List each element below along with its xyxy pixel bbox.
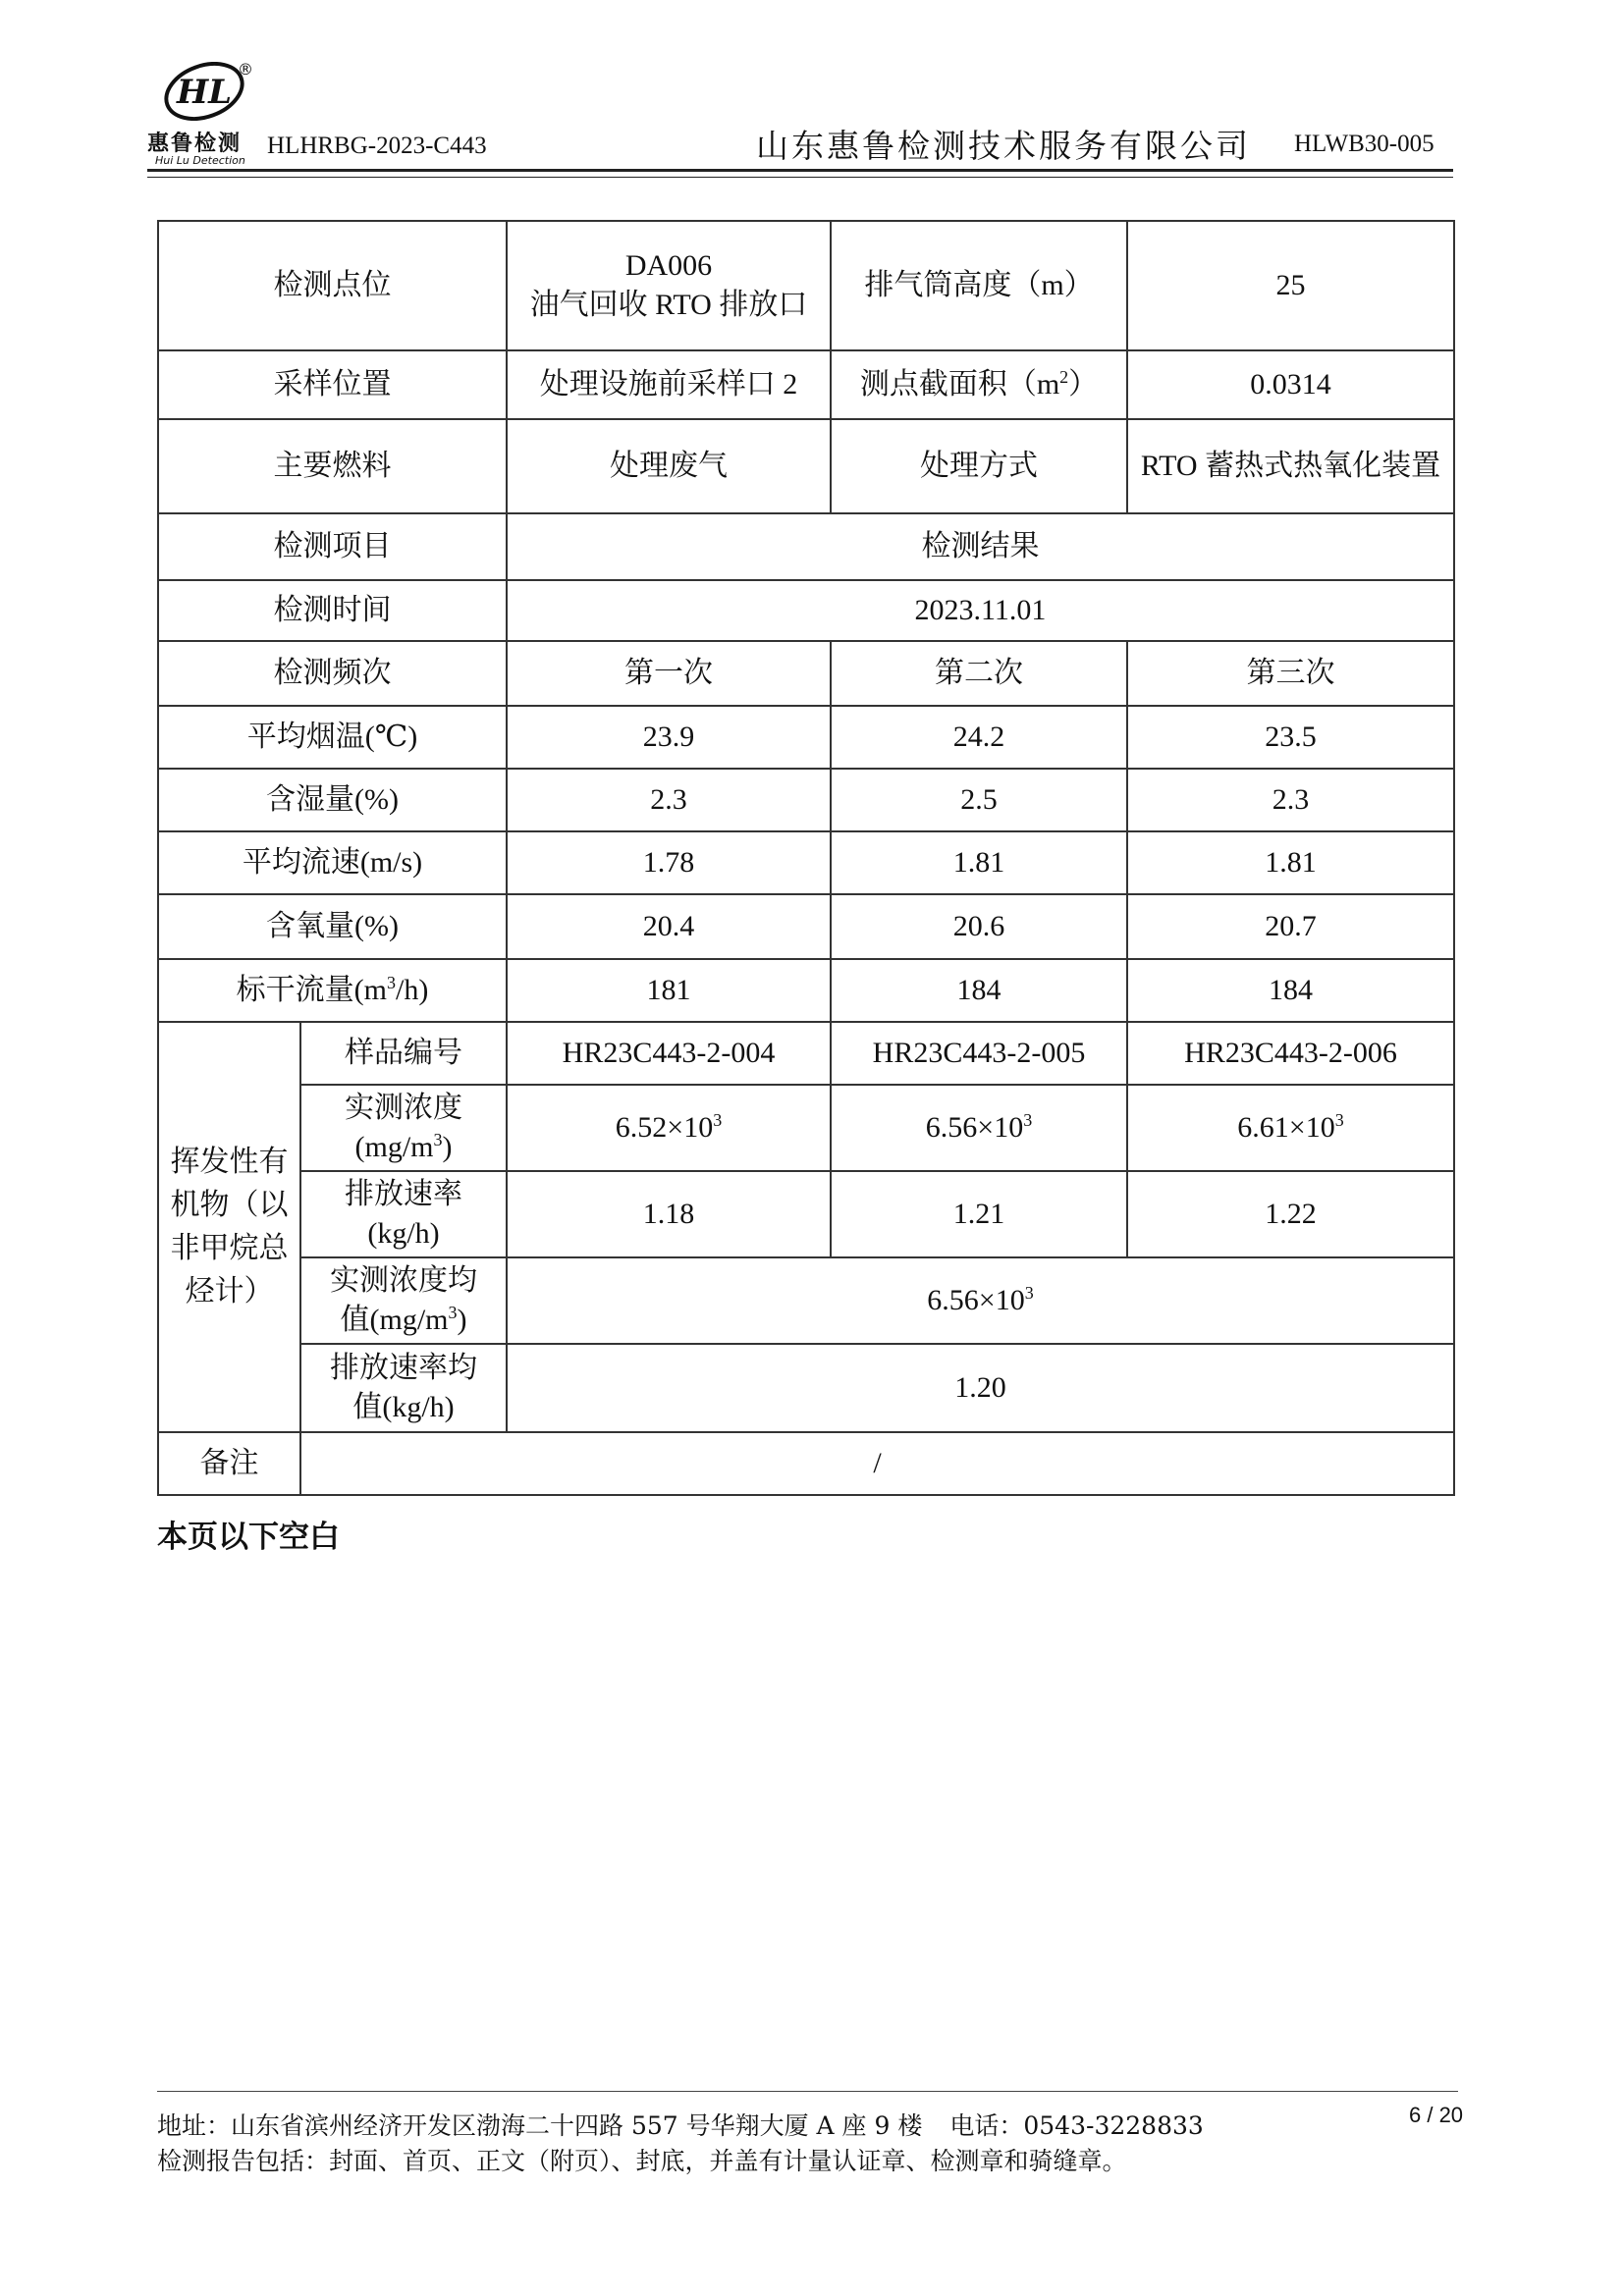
company-name: 山东惠鲁检测技术服务有限公司: [756, 127, 1251, 165]
cell-value: 181: [507, 959, 831, 1022]
row-label: 含氧量(%): [158, 894, 507, 959]
row-label: 标干流量$(m^3/h)$: [158, 959, 507, 1022]
table-row: [158, 706, 1454, 769]
table-row: [158, 1344, 1454, 1432]
row-label: 含湿量(%): [158, 769, 507, 831]
point-cell: [507, 221, 831, 350]
cell-value: 1.81: [1127, 831, 1454, 894]
footer-address-line: [157, 2107, 1204, 2142]
cell-value: $6.61\times 10^3$: [1127, 1085, 1454, 1171]
cell-value: 23.9: [507, 706, 831, 769]
cell-value: $6.52\times 10^3$: [507, 1085, 831, 1171]
footer-address: 地址：山东省滨州经济开发区渤海二十四路 557 号华翔大厦 A 座 9 楼: [157, 2111, 923, 2140]
cell-value: 2.3: [507, 769, 831, 831]
row-label: 测点截面积$(m^2)$: [831, 350, 1127, 419]
cell-value: 处理废气: [507, 419, 831, 513]
cell-value: 1.21: [831, 1171, 1127, 1257]
table-row: [158, 894, 1454, 959]
row-label: 平均烟温(℃): [158, 706, 507, 769]
cell-value: $6.56\times 10^3$: [507, 1257, 1454, 1344]
table-row: [158, 221, 1454, 350]
sample-id: HR23C443-2-005: [831, 1022, 1127, 1085]
report-number: HLHRBG-2023-C443: [267, 133, 487, 159]
cell-value: 第二次: [831, 641, 1127, 706]
footer-phone: 电话：0543-3228833: [949, 2111, 1204, 2140]
footer-rule: [157, 2091, 1458, 2092]
row-label: 样品编号: [300, 1022, 507, 1085]
row-label: 实测浓度均 值$(mg/m^3)$: [300, 1257, 507, 1344]
cell-value: 20.7: [1127, 894, 1454, 959]
hl-logo-icon: [162, 62, 246, 121]
cell-value: 0.0314: [1127, 350, 1454, 419]
cell-value: 20.6: [831, 894, 1127, 959]
point-code: DA006: [624, 249, 713, 282]
cell-value: 24.2: [831, 706, 1127, 769]
test-results-table: [157, 220, 1455, 1496]
table-row: [158, 769, 1454, 831]
row-label: 实测浓度 $(mg/m^3)$: [300, 1085, 507, 1171]
table-row: [158, 1085, 1454, 1171]
header-rule-thick: [147, 169, 1453, 172]
vocs-group-label: 挥发性有机物（以非甲烷总烃计）: [158, 1022, 300, 1432]
cell-value: /: [300, 1432, 1454, 1495]
row-label: 检测频次: [158, 641, 507, 706]
document-code: HLWB30-005: [1294, 131, 1435, 157]
cell-value: 2023.11.01: [507, 580, 1454, 641]
table-row: [158, 959, 1454, 1022]
cell-value: 第一次: [507, 641, 831, 706]
table-row: [158, 1432, 1454, 1495]
row-label: 排气筒高度（m）: [831, 221, 1127, 350]
table-row: [158, 1022, 1454, 1085]
cell-value: 184: [831, 959, 1127, 1022]
row-label: 采样位置: [158, 350, 507, 419]
table-row: [158, 419, 1454, 513]
cell-value: 1.78: [507, 831, 831, 894]
table-row: [158, 641, 1454, 706]
table-row: [158, 513, 1454, 580]
cell-value: RTO 蓄热式热氧化装置: [1127, 419, 1454, 513]
table-row: [158, 350, 1454, 419]
page-header: [147, 54, 1453, 172]
sample-id: HR23C443-2-006: [1127, 1022, 1454, 1085]
row-label: 处理方式: [831, 419, 1127, 513]
table-row: [158, 580, 1454, 641]
cell-value: 20.4: [507, 894, 831, 959]
cell-value: $6.56\times 10^3$: [831, 1085, 1127, 1171]
sample-id: HR23C443-2-004: [507, 1022, 831, 1085]
point-name: 油气回收 RTO 排放口: [529, 289, 808, 321]
cell-value: 处理设施前采样口 2: [507, 350, 831, 419]
page-number: 6 / 20: [1409, 2103, 1464, 2127]
table-row: [158, 1257, 1454, 1344]
row-label: 备注: [158, 1432, 300, 1495]
cell-value: 1.22: [1127, 1171, 1454, 1257]
cell-value: 2.5: [831, 769, 1127, 831]
row-label: 主要燃料: [158, 419, 507, 513]
cell-value: 检测结果: [507, 513, 1454, 580]
cell-value: 2.3: [1127, 769, 1454, 831]
registered-mark: ®: [238, 60, 253, 79]
blank-below-note: 本页以下空白: [157, 1520, 340, 1555]
cell-value: 23.5: [1127, 706, 1454, 769]
row-label: 检测项目: [158, 513, 507, 580]
row-label: 检测点位: [158, 221, 507, 350]
cell-value: 184: [1127, 959, 1454, 1022]
row-label: 检测时间: [158, 580, 507, 641]
cell-value: 1.20: [507, 1344, 1454, 1432]
table-row: [158, 831, 1454, 894]
cell-value: 第三次: [1127, 641, 1454, 706]
logo-chinese-name: 惠鲁检测: [147, 131, 243, 156]
cell-value: 25: [1127, 221, 1454, 350]
svg-text:HL: HL: [176, 73, 233, 112]
row-label: 排放速率 (kg/h): [300, 1171, 507, 1257]
cell-value: 1.81: [831, 831, 1127, 894]
cell-value: 1.18: [507, 1171, 831, 1257]
table-row: [158, 1171, 1454, 1257]
footer-note: 检测报告包括：封面、首页、正文（附页）、封底，并盖有计量认证章、检测章和骑缝章。: [157, 2147, 1127, 2175]
company-logo: [147, 54, 265, 167]
header-rule-thin: [147, 177, 1453, 178]
row-label: 平均流速(m/s): [158, 831, 507, 894]
logo-english-name: Hui Lu Detection: [155, 154, 245, 167]
row-label: 排放速率均 值(kg/h): [300, 1344, 507, 1432]
